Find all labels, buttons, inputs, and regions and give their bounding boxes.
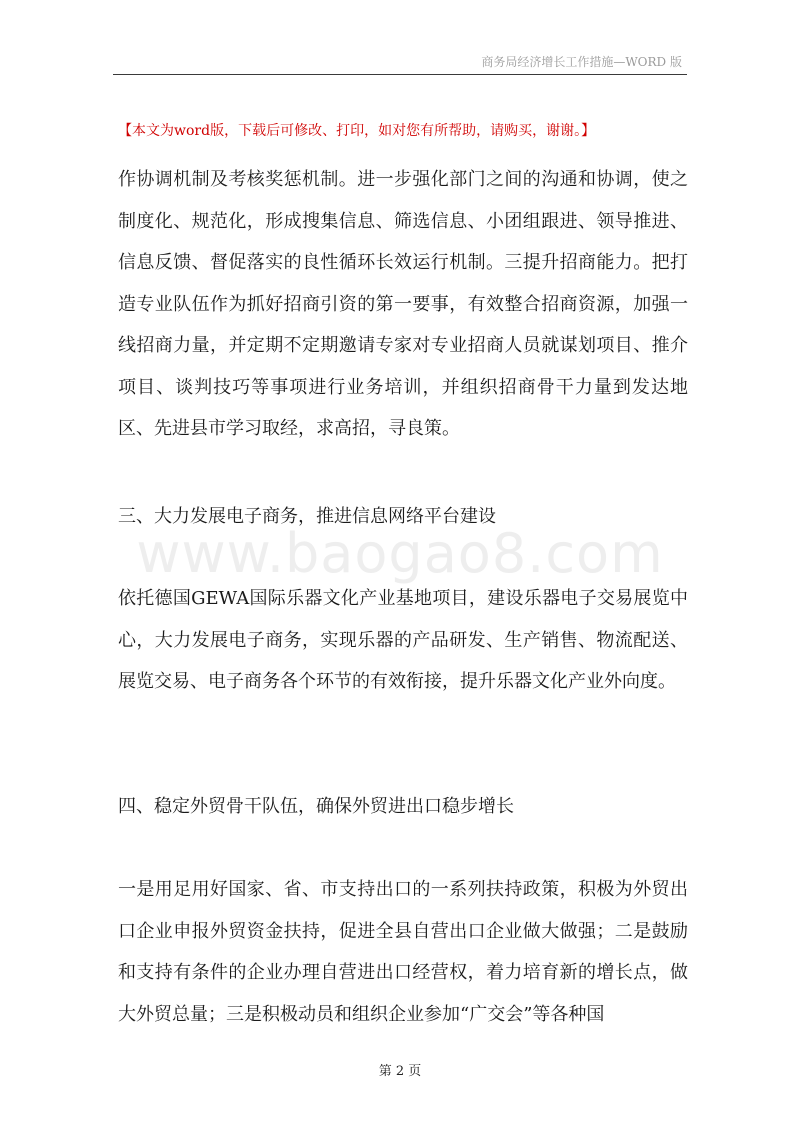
section-4-heading-block <box>118 786 688 828</box>
header-divider <box>113 74 687 75</box>
paragraph-3: 一是用足用好国家、省、市支持出口的一系列扶持政策，积极为外贸出口企业申报外贸资金扶持，促进全县自营出口企业做大做强；二是鼓励和支持有条件的企业办理自营进出口经营权，着力培育新的增长点，做大外贸总量；三是积极动员和组织企业参加“广交会”等各种国 <box>118 879 688 1025</box>
page-header-title: 商务局经济增长工作措施—WORD 版 <box>481 55 682 69</box>
section-3-heading-block <box>118 496 688 538</box>
paragraph-3-block <box>118 869 688 1035</box>
download-notice: 【本文为word版，下载后可修改、打印，如对您有所帮助，请购买，谢谢。】 <box>118 123 596 139</box>
section-3-heading: 三、大力发展电子商务，推进信息网络平台建设 <box>118 506 496 527</box>
paragraph-2-block <box>118 578 688 703</box>
page-number: 第 2 页 <box>378 1064 422 1079</box>
paragraph-1: 作协调机制及考核奖惩机制。进一步强化部门之间的沟通和协调，使之制度化、规范化，形成搜集信息、筛选信息、小团组跟进、领导推进、信息反馈、督促落实的良性循环长效运行机制。三提升招商能力。把打造专业队伍作为抓好招商引资的第一要事，有效整合招商资源，加强一线招商力量，并定期不定期邀请专家对专业招商人员就谋划项目、推介项目、谈判技巧等事项进行业务培训，并组织招商骨干力量到发达地区、先进县市学习取经，求高招，寻良策。 <box>118 169 688 439</box>
paragraph-2: 依托德国GEWA国际乐器文化产业基地项目，建设乐器电子交易展览中心，大力发展电子商务，实现乐器的产品研发、生产销售、物流配送、展览交易、电子商务各个环节的有效衔接，提升乐器文化产业外向度。 <box>118 588 688 692</box>
watermark: www.baogao8.com <box>136 522 664 585</box>
section-4-heading: 四、稳定外贸骨干队伍，确保外贸进出口稳步增长 <box>118 796 514 817</box>
paragraph-1-block <box>118 159 688 450</box>
